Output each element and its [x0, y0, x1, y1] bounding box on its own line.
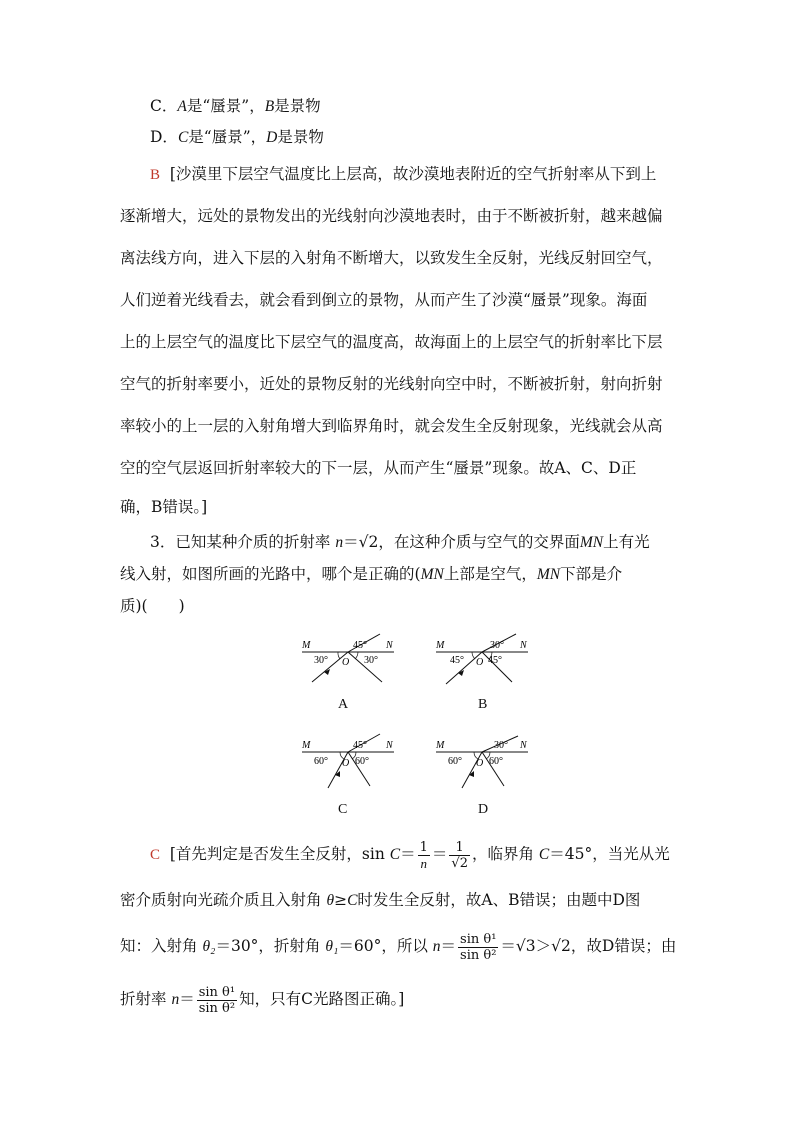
- answer2-line-4: 人们逆着光线看去，就会看到倒立的景物，从而产生了沙漠“蜃景”现象。海面: [120, 291, 648, 309]
- angle-left: 60°: [448, 756, 462, 767]
- angle-right: 60°: [489, 756, 503, 767]
- angle-top: 30°: [494, 740, 508, 751]
- answer2-line-1: B [沙漠里下层空气温度比上层高，故沙漠地表附近的空气折射率从下到上: [150, 165, 657, 183]
- diagram-b: [432, 632, 532, 688]
- answer2-line-7: 率较小的上一层的入射角增大到临界角时，就会发生全反射现象，光线就会从高: [120, 417, 663, 435]
- diagram-a: [298, 632, 398, 688]
- label-o: O: [476, 657, 484, 668]
- question3-line-3: 质)( ): [120, 597, 185, 615]
- angle-right: 60°: [355, 756, 369, 767]
- question3-line-2: 线入射，如图所画的光路中，哪个是正确的(MN上部是空气，MN下部是介: [120, 565, 623, 583]
- label-m: M: [302, 640, 311, 651]
- fraction-1-over-n: $\frac{1}{n}$: [419, 839, 428, 871]
- angle-top: 30°: [490, 640, 504, 651]
- answer3-line-4: 折射率 n＝ $\frac{\text{sin θ¹}}{\text{sin θ²}}$ 知，只有C光路图正确。]: [120, 984, 405, 1016]
- answer3-line-2: 密介质射向光疏介质且入射角 θ≥C时发生全反射，故A、B错误；由题中D图: [120, 891, 641, 909]
- diagram-c: [298, 732, 398, 792]
- fraction-sin-ratio: $\frac{\text{sin θ¹}}{\text{sin θ²}}$: [198, 984, 236, 1016]
- label-n: N: [520, 640, 527, 651]
- question3-line-1: 3．已知某种介质的折射率 n＝√2，在这种介质与空气的交界面MN上有光: [150, 533, 650, 551]
- option-c: C．A是“蜃景”，B是景物: [150, 97, 321, 115]
- label-n: N: [386, 740, 393, 751]
- label-o: O: [342, 657, 350, 668]
- answer-key: B: [150, 167, 161, 183]
- caption-d: D: [478, 802, 489, 817]
- answer3-line-1: C [首先判定是否发生全反射，sin C＝ $\frac{1}{n}$ ＝ $\frac{1}{√2}$ ，临界角 C＝45°，当光从光: [150, 839, 670, 871]
- label-o: O: [476, 758, 484, 769]
- fraction-sin-ratio: $\frac{\text{sin θ¹}}{\text{sin θ²}}$: [460, 931, 497, 963]
- caption-c: C: [338, 802, 348, 817]
- label-n: N: [386, 640, 393, 651]
- angle-top: 45°: [353, 640, 367, 651]
- label-o: O: [342, 758, 350, 769]
- answer2-line-3: 离法线方向，进入下层的入射角不断增大，以致发生全反射，光线反射回空气，: [120, 249, 663, 267]
- angle-top: 45°: [353, 740, 367, 751]
- caption-b: B: [478, 697, 488, 712]
- answer2-line-9: 确，B错误。]: [120, 498, 208, 516]
- answer3-line-3: 知：入射角 θ₂＝30°，折射角 θ₁＝60°，所以 n＝ $\frac{\text{sin θ¹}}{\text{sin θ²}}$ ＝√3＞√2，故D错误；由: [120, 931, 677, 963]
- angle-left: 60°: [314, 756, 328, 767]
- caption-a: A: [338, 697, 349, 712]
- answer2-line-2: 逐渐增大，远处的景物发出的光线射向沙漠地表时，由于不断被折射，越来越偏: [120, 207, 663, 225]
- label-m: M: [436, 740, 445, 751]
- answer2-line-8: 空的空气层返回折射率较大的下一层，从而产生“蜃景”现象。故A、C、D正: [120, 459, 637, 477]
- label-m: M: [302, 740, 311, 751]
- angle-right: 45°: [488, 655, 502, 666]
- fraction-1-over-sqrt2: $\frac{1}{√2}$: [451, 839, 468, 871]
- option-d: D．C是“蜃景”，D是景物: [150, 128, 324, 146]
- answer-key: C: [150, 847, 161, 863]
- label-m: M: [436, 640, 445, 651]
- diagram-d: [432, 732, 532, 792]
- label-n: N: [520, 740, 527, 751]
- answer2-line-6: 空气的折射率要小，近处的景物反射的光线射向空中时，不断被折射，射向折射: [120, 375, 663, 393]
- angle-left: 45°: [450, 655, 464, 666]
- angle-left: 30°: [314, 655, 328, 666]
- angle-right: 30°: [364, 655, 378, 666]
- answer2-line-5: 上的上层空气的温度比下层空气的温度高，故海面上的上层空气的折射率比下层: [120, 333, 663, 351]
